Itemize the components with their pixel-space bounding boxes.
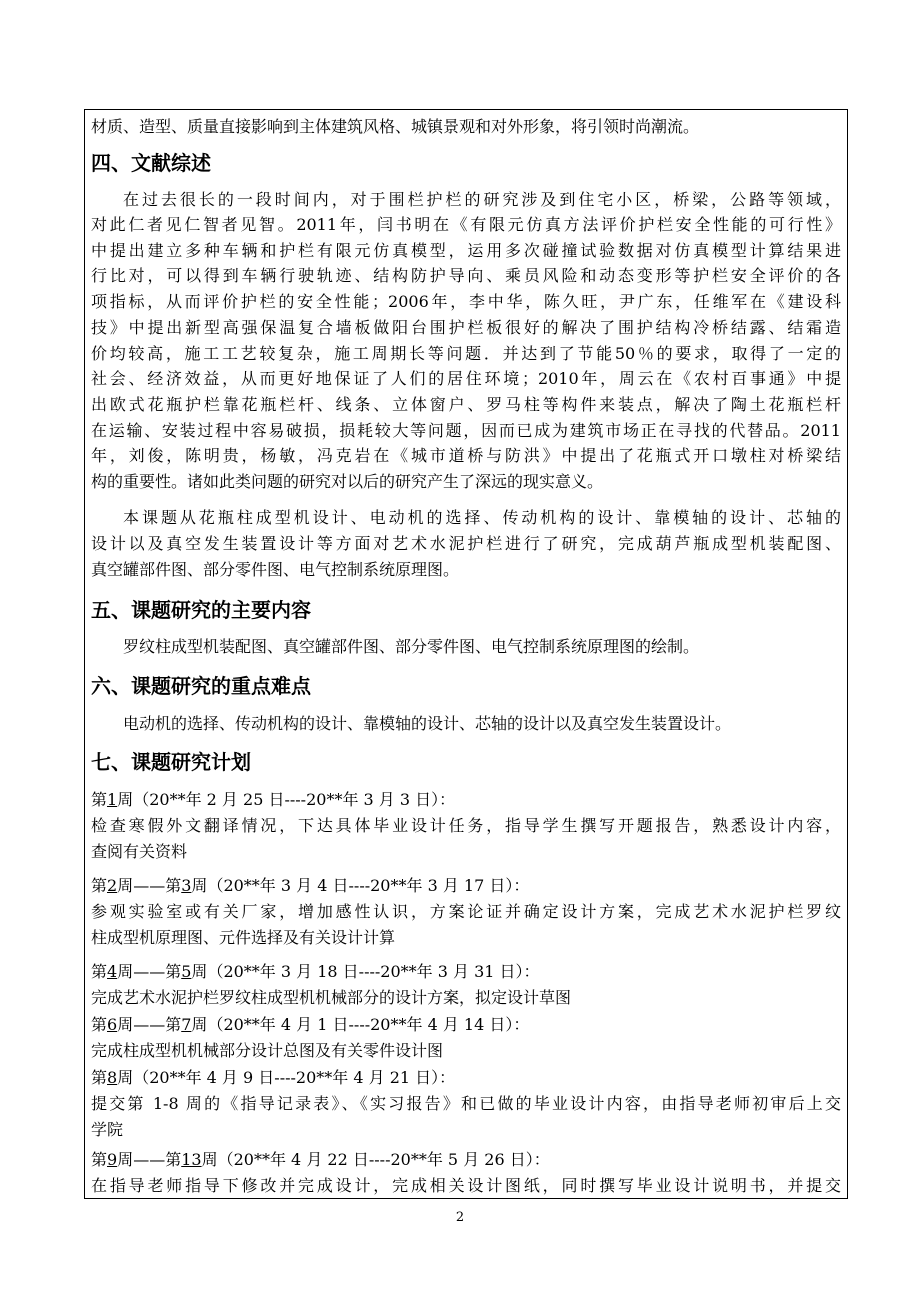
week-start: 6 (107, 1015, 118, 1034)
week-prefix: 第 (165, 962, 182, 981)
date-range: （20**年 4 月 22 日----20**年 5 月 26 日）： (217, 1150, 550, 1169)
plan-week-line (91, 1015, 841, 1035)
plan-description-line: 查阅有关资料 (91, 842, 188, 861)
week-dash: —— (133, 962, 166, 981)
paragraph-line: 社会、经济效益，从而更好地保证了人们的居住环境；2010年，周云在《农村百事通》中提 (91, 369, 841, 388)
week-prefix: 第 (91, 962, 108, 981)
date-range: （20**年 3 月 18 日----20**年 3 月 31 日）： (207, 962, 540, 981)
week-suffix: 周 (117, 790, 134, 809)
date-range: （20**年 4 月 1 日----20**年 4 月 14 日）： (207, 1015, 530, 1034)
date-range: （20**年 2 月 25 日----20**年 3 月 3 日）： (133, 790, 456, 809)
main-content-text: 罗纹柱成型机装配图、真空罐部件图、部分零件图、电气控制系统原理图的绘制。 (123, 637, 700, 656)
week-dash: —— (133, 1015, 166, 1034)
week-suffix: 周 (191, 962, 208, 981)
section-heading-literature-review: 四、文献综述 (91, 151, 211, 175)
date-range: （20**年 3 月 4 日----20**年 3 月 17 日）： (207, 876, 530, 895)
paragraph-line: 本课题从花瓶柱成型机设计、电动机的选择、传动机构的设计、靠模轴的设计、芯轴的 (123, 508, 841, 527)
week-start: 9 (107, 1150, 118, 1169)
week-end: 7 (181, 1015, 192, 1034)
week-prefix: 第 (91, 876, 108, 895)
week-end: 13 (181, 1150, 202, 1169)
plan-week-line (91, 876, 841, 896)
week-prefix: 第 (91, 1150, 108, 1169)
section-heading-key-difficulties: 六、课题研究的重点难点 (91, 674, 311, 698)
paragraph-line: 技》中提出新型高强保温复合墙板做阳台围护栏板很好的解决了围护结构冷桥结露、结霜造 (91, 318, 841, 337)
section-heading-research-plan: 七、课题研究计划 (91, 750, 251, 774)
week-prefix: 第 (165, 876, 182, 895)
week-prefix: 第 (91, 790, 108, 809)
plan-description-line: 完成柱成型机机械部分设计总图及有关零件设计图 (91, 1041, 444, 1060)
paragraph-line: 设计以及真空发生装置设计等方面对艺术水泥护栏进行了研究，完成葫芦瓶成型机装配图、 (91, 534, 841, 553)
plan-description-line: 学院 (91, 1120, 124, 1139)
week-suffix: 周 (117, 962, 134, 981)
week-prefix: 第 (91, 1068, 108, 1087)
week-dash: —— (133, 1150, 166, 1169)
week-dash: —— (133, 876, 166, 895)
plan-description-line: 参观实验室或有关厂家，增加感性认识，方案论证并确定设计方案，完成艺术水泥护栏罗纹 (91, 902, 841, 921)
paragraph-line: 价均较高，施工工艺较复杂，施工周期长等问题．并达到了节能50％的要求，取得了一定的 (91, 344, 841, 363)
week-suffix: 周 (191, 1015, 208, 1034)
week-suffix: 周 (117, 1015, 134, 1034)
week-suffix: 周 (201, 1150, 218, 1169)
plan-week-line (91, 962, 841, 982)
paragraph-line: 中提出建立多种车辆和护栏有限元仿真模型，运用多次碰撞试验数据对仿真模型计算结果进 (91, 241, 841, 260)
week-start: 8 (107, 1068, 118, 1087)
paragraph-line: 行比对，可以得到车辆行驶轨迹、结构防护导向、乘员风险和动态变形等护栏安全评价的各 (91, 266, 841, 285)
paragraph-line: 在运输、安装过程中容易破损，损耗较大等问题，因而已成为建筑市场正在寻找的代替品。2011 (91, 421, 841, 440)
paragraph-line: 出欧式花瓶护栏靠花瓶栏杆、线条、立体窗户、罗马柱等构件来装点，解决了陶土花瓶栏杆 (91, 395, 841, 414)
plan-week-line (91, 1150, 841, 1170)
plan-description-line: 柱成型机原理图、元件选择及有关设计计算 (91, 928, 396, 947)
week-prefix: 第 (165, 1015, 182, 1034)
week-start: 2 (107, 876, 118, 895)
plan-description-line: 在指导老师指导下修改并完成设计，完成相关设计图纸，同时撰写毕业设计说明书，并提交 (91, 1176, 841, 1195)
week-start: 4 (107, 962, 118, 981)
paragraph-line: 年，刘俊，陈明贵，杨敏，冯克岩在《城市道桥与防洪》中提出了花瓶式开口墩柱对桥梁结 (91, 446, 841, 465)
week-suffix: 周 (117, 876, 134, 895)
week-end: 3 (181, 876, 192, 895)
plan-description-line: 提交第 1-8 周的《指导记录表》、《实习报告》和已做的毕业设计内容，由指导老师初审后上交 (91, 1094, 841, 1113)
week-end: 5 (181, 962, 192, 981)
paragraph-line: 对此仁者见仁智者见智。2011年，闫书明在《有限元仿真方法评价护栏安全性能的可行性》 (91, 215, 841, 234)
week-suffix: 周 (191, 876, 208, 895)
page-number: 2 (455, 1210, 465, 1225)
week-prefix: 第 (91, 1015, 108, 1034)
plan-week-line (91, 1068, 841, 1088)
week-start: 1 (107, 790, 118, 809)
week-suffix: 周 (117, 1068, 134, 1087)
paragraph-line: 项指标，从而评价护栏的安全性能；2006年，李中华，陈久旺，尹广东，任维军在《建设科 (91, 292, 841, 311)
paragraph-line: 在过去很长的一段时间内，对于围栏护栏的研究涉及到住宅小区，桥梁，公路等领域， (123, 190, 841, 209)
week-suffix: 周 (117, 1150, 134, 1169)
date-range: （20**年 4 月 9 日----20**年 4 月 21 日）： (133, 1068, 456, 1087)
section-heading-main-content: 五、课题研究的主要内容 (91, 598, 311, 622)
paragraph-line: 构的重要性。诸如此类问题的研究对以后的研究产生了深远的现实意义。 (91, 472, 604, 491)
paragraph-line: 材质、造型、质量直接影响到主体建筑风格、城镇景观和对外形象，将引领时尚潮流。 (91, 117, 700, 136)
plan-week-line (91, 790, 841, 810)
plan-description-line: 检查寒假外文翻译情况，下达具体毕业设计任务，指导学生撰写开题报告，熟悉设计内容， (91, 816, 841, 835)
paragraph-line: 真空罐部件图、部分零件图、电气控制系统原理图。 (91, 560, 460, 579)
plan-description-line: 完成艺术水泥护栏罗纹柱成型机机械部分的设计方案，拟定设计草图 (91, 988, 572, 1007)
key-difficulties-text: 电动机的选择、传动机构的设计、靠模轴的设计、芯轴的设计以及真空发生装置设计。 (123, 714, 732, 733)
week-prefix: 第 (165, 1150, 182, 1169)
